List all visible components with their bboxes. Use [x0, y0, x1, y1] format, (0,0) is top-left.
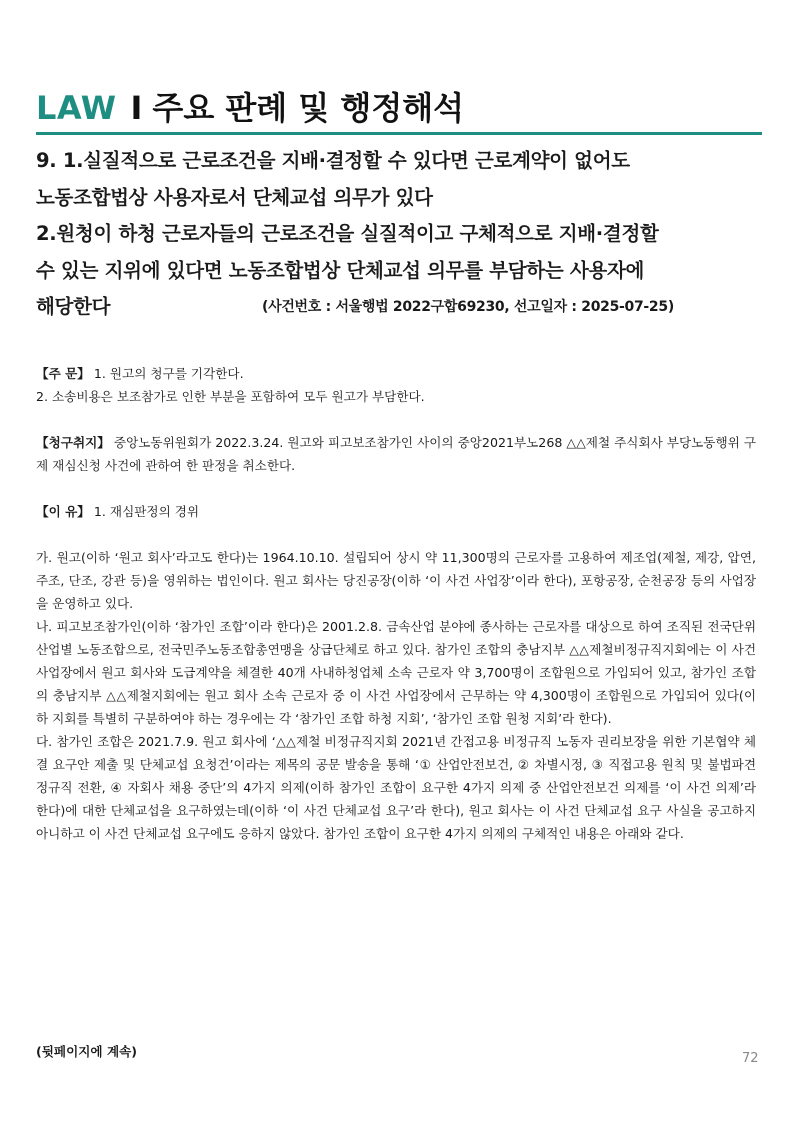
- headline-line-1: 9. 1.실질적으로 근로조건을 지배·결정할 수 있다면 근로계약이 없어도: [36, 149, 630, 172]
- document-body: [36, 362, 756, 845]
- claim-label: 【청구취지】: [36, 435, 110, 450]
- headline-line-3: 2.원청이 하청 근로자들의 근로조건을 실질적이고 구체적으로 지배·결정할: [36, 222, 659, 245]
- case-info: (사건번호 : 서울행법 2022구합69230, 선고일자 : 2025-07-25): [262, 299, 674, 315]
- reason-heading: [36, 500, 756, 523]
- page-number: 72: [742, 1051, 759, 1066]
- headline-line-2: 노동조합법상 사용자로서 단체교섭 의무가 있다: [36, 185, 433, 209]
- order-label: 【주 문】: [36, 366, 90, 381]
- reason-label: 【이 유】: [36, 504, 90, 519]
- header-rule: [36, 132, 762, 135]
- claim-text: 중앙노동위원회가 2022.3.24. 원고와 피고보조참가인 사이의 중앙2021부노268 △△제철 주식회사 부당노동행위 구제 재심신청 사건에 관하여 한 판정을 취소한다.: [36, 435, 756, 473]
- paragraph-na: 나. 피고보조참가인(이하 ‘참가인 조합’이라 한다)은 2001.2.8. 금속산업 분야에 종사하는 근로자를 대상으로 하여 조직된 전국단위 산업별 노동조합으로, 전국민주노동조합총연맹을 상급단체로 하고 있다. 참가인 조합의 충남지부 △△제철비정규직지회에는 이 사건 사업장에서 원고 회사와 도급계약을 체결한 40개 사내하청업체 소속 근로자 약 3,700명이 조합원으로 가입되어 있고, 참가인 조합의 충남지부 △△제철지회에는 원고 회사 소속 근로자 중 이 사건 사업장에서 근무하는 약 4,300명이 조합원으로 가입되어 있다(이하 지회를 특별히 구분하여야 하는 경우에는 각 ‘참가인 조합 하청 지회’, ‘참가인 조합 원청 지회’라 한다).: [36, 619, 756, 726]
- order-line-1: [36, 362, 756, 385]
- continued-note: (뒷페이지에 계속): [36, 1044, 138, 1059]
- page-header: [36, 86, 762, 136]
- law-label: LAW: [36, 89, 117, 127]
- headline-line-5-text: 해당한다: [36, 295, 111, 318]
- section-title: 주요 판례 및 행정해석: [152, 89, 465, 127]
- case-headline: [36, 143, 766, 326]
- reason-heading-text: 1. 재심판정의 경위: [89, 504, 200, 519]
- header-separator: I: [130, 89, 143, 127]
- claim-paragraph: [36, 431, 756, 477]
- order-line-2: 2. 소송비용은 보조참가로 인한 부분을 포함하여 모두 원고가 부담한다.: [36, 389, 425, 404]
- paragraph-ga: 가. 원고(이하 ‘원고 회사’라고도 한다)는 1964.10.10. 설립되어 상시 약 11,300명의 근로자를 고용하여 제조업(제철, 제강, 압연, 주조, 단조, 강관 등)을 영위하는 법인이다. 원고 회사는 당진공장(이하 ‘이 사건 사업장’이라 한다), 포항공장, 순천공장 등의 사업장을 운영하고 있다.: [36, 550, 756, 611]
- headline-line-5: [36, 289, 766, 326]
- paragraph-da: 다. 참가인 조합은 2021.7.9. 원고 회사에 ‘△△제철 비정규직지회 2021년 간접고용 비정규직 노동자 권리보장을 위한 기본협약 체결 요구안 제출 및 단체교섭 요청건’이라는 제목의 공문 발송을 통해 ‘① 산업안전보건, ② 차별시정, ③ 직접고용 원칙 및 불법파견 정규직 전환, ④ 자회사 채용 중단’의 4가지 의제(이하 참가인 조합이 요구한 4가지 의제 중 산업안전보건 의제를 ‘이 사건 의제’라 한다)에 대한 단체교섭을 요구하였는데(이하 ‘이 사건 단체교섭 요구’라 한다), 원고 회사는 이 사건 단체교섭 요구 사실을 공고하지 아니하고 이 사건 단체교섭 요구에도 응하지 않았다. 참가인 조합이 요구한 4가지 의제의 구체적인 내용은 아래와 같다.: [36, 734, 757, 841]
- order-text-1: 1. 원고의 청구를 기각한다.: [89, 366, 244, 381]
- header-title: [36, 86, 464, 130]
- headline-line-4: 수 있는 지위에 있다면 노동조합법상 단체교섭 의무를 부담하는 사용자에: [36, 258, 645, 282]
